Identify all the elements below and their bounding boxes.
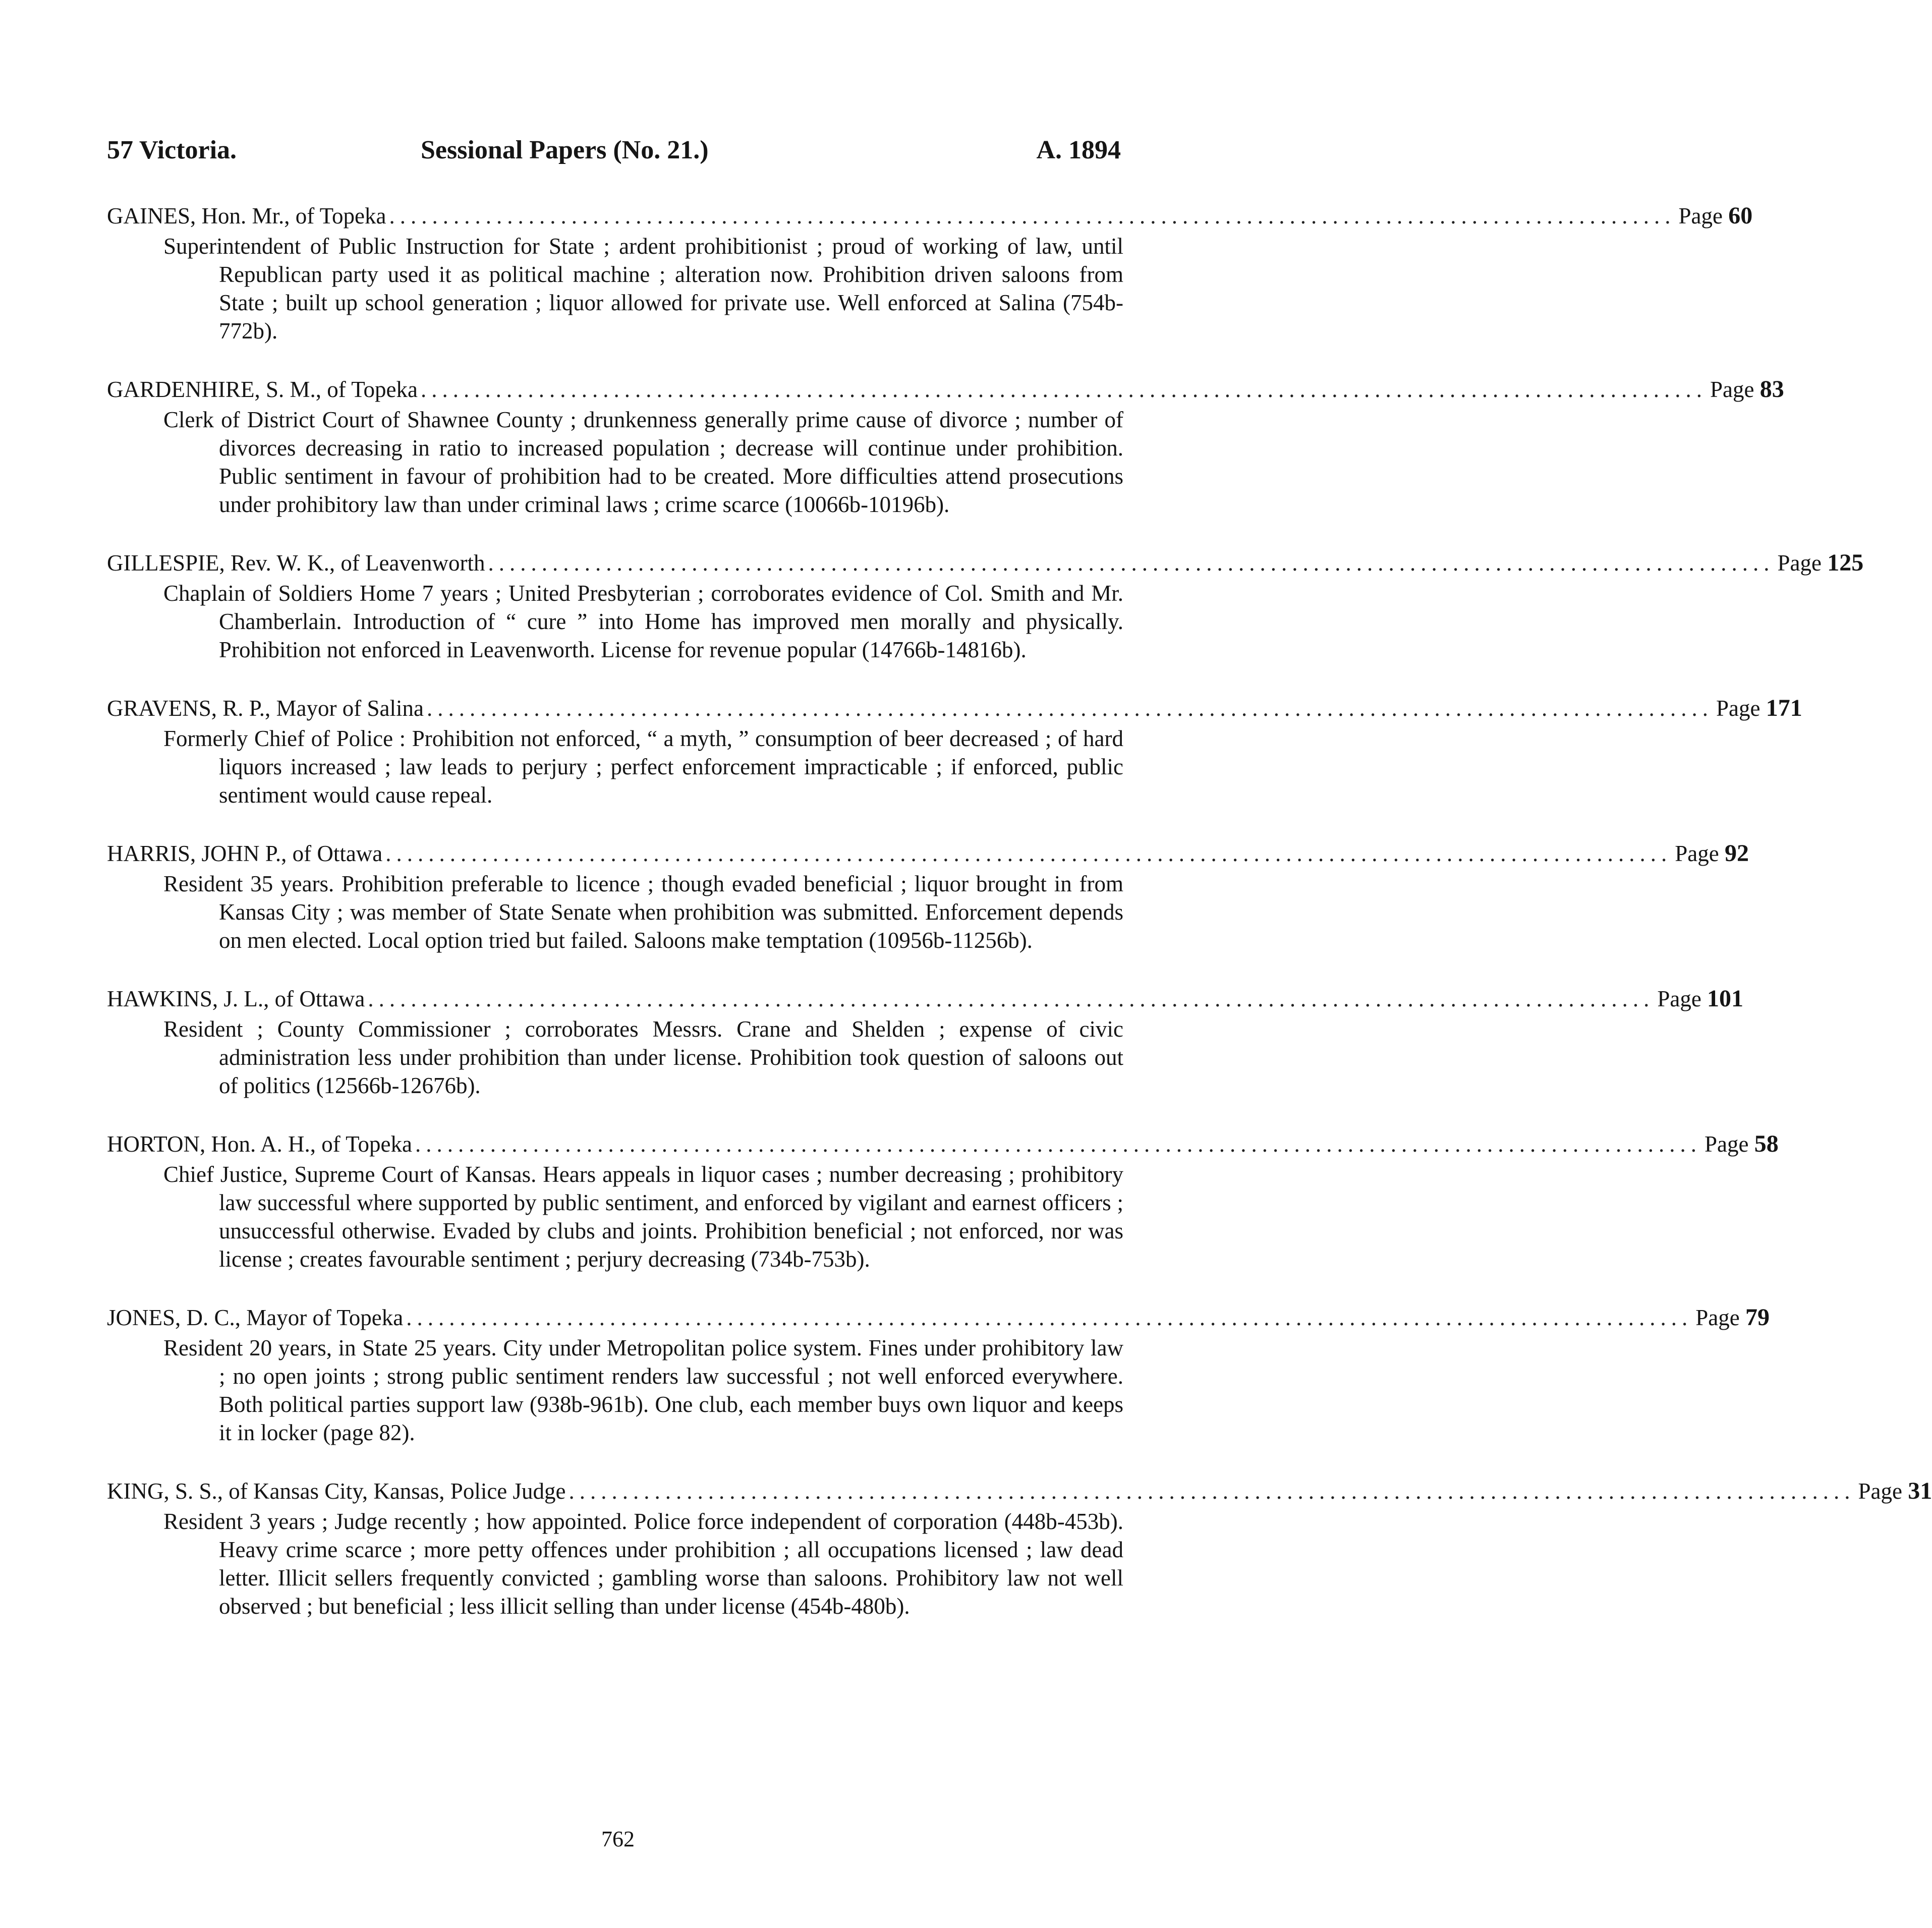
page-label: Page [1716, 696, 1760, 721]
header-regnal-year: 57 Victoria. [107, 136, 237, 164]
page-number: 60 [1728, 202, 1753, 229]
page-label: Page [1657, 986, 1701, 1011]
page-header [107, 135, 1121, 176]
dot-leader: ........................................................................................................................ [488, 550, 1775, 576]
page-reference [1777, 548, 1863, 578]
page-number: 79 [1745, 1304, 1770, 1331]
index-entry [107, 1476, 1932, 1620]
folio-number: 762 [601, 1827, 635, 1851]
entry-summary: Resident 20 years, in State 25 years. City under Metropolitan police system. Fines under prohibitory law ; no open joints ; strong public sentiment renders law successful ; not well enforced everywhere. Both political parties support law (938b-961b). One club, each member buys own liquor and keeps it in locker (page 82). [163, 1335, 1123, 1445]
witness-name: GRAVENS, R. P., Mayor of Salina [107, 696, 424, 721]
page-number: 83 [1759, 376, 1784, 403]
index-entry [107, 374, 1784, 519]
header-title: Sessional Papers (No. 21.) [421, 136, 709, 164]
entry-heading [107, 693, 1802, 723]
page-reference [1675, 838, 1749, 869]
witness-name: HARRIS, JOHN P., of Ottawa [107, 841, 383, 866]
entry-summary: Clerk of District Court of Shawnee County ; drunkenness generally prime cause of divorce ; number of divorces decreasing in ratio to increased population ; decrease will continue under prohibition. Public sentiment in favour of prohibition had to be created. More difficulties attend prosecutions under prohibitory law than under criminal laws ; crime scarce (10066b-10196b). [163, 407, 1123, 517]
entry-heading [107, 984, 1744, 1014]
page-reference [1657, 984, 1743, 1014]
entry-heading [107, 838, 1749, 869]
page-number: 58 [1754, 1130, 1779, 1157]
dot-leader: ........................................................................................................................ [368, 986, 1655, 1011]
page-reference [1695, 1302, 1770, 1333]
page-number: 125 [1827, 549, 1864, 576]
entry-summary: Chaplain of Soldiers Home 7 years ; United Presbyterian ; corroborates evidence of Col. Smith and Mr. Chamberlain. Introduction of “ cure ” into Home has improved men morally and physically. Prohibition not enforced in Leavenworth. License for revenue popular (14766b-14816b). [163, 581, 1123, 662]
page-label: Page [1777, 550, 1822, 576]
index-entry [107, 1129, 1779, 1273]
index-entry [107, 984, 1744, 1100]
witness-name: JONES, D. C., Mayor of Topeka [107, 1305, 404, 1330]
entry-summary: Chief Justice, Supreme Court of Kansas. Hears appeals in liquor cases ; number decreasing ; prohibitory law successful where supported by public sentiment, and enforced by vigilant and earnest officers ; unsuccessful otherwise. Evaded by clubs and joints. Prohibition beneficial ; not enforced, nor was license ; creates favourable sentiment ; perjury decreasing (734b-753b). [163, 1162, 1123, 1272]
witness-name: GAINES, Hon. Mr., of Topeka [107, 203, 386, 229]
dot-leader: ........................................................................................................................ [415, 1131, 1701, 1157]
entry-heading [107, 1129, 1779, 1159]
page-footer [0, 1826, 1236, 1852]
index-entry [107, 1302, 1770, 1447]
witness-name: GILLESPIE, Rev. W. K., of Leavenworth [107, 550, 485, 576]
page-number: 31 [1908, 1478, 1932, 1504]
page-reference [1704, 1129, 1779, 1159]
witness-index [107, 201, 1932, 1650]
dot-leader: ........................................................................................................................ [420, 377, 1707, 402]
dot-leader: ........................................................................................................................ [389, 203, 1676, 229]
entry-summary: Resident ; County Commissioner ; corroborates Messrs. Crane and Shelden ; expense of civic administration less under prohibition than under license. Prohibition took question of saloons out of politics (12566b-12676b). [163, 1016, 1123, 1098]
dot-leader: ........................................................................................................................ [406, 1305, 1693, 1330]
witness-name: KING, S. S., of Kansas City, Kansas, Police Judge [107, 1479, 566, 1504]
page-reference [1678, 201, 1752, 231]
index-entry [107, 548, 1864, 664]
entry-summary: Formerly Chief of Police : Prohibition not enforced, “ a myth, ” consumption of beer decreased ; of hard liquors increased ; law leads to perjury ; perfect enforcement impracticable ; if enforced, public sentiment would cause repeal. [163, 726, 1123, 808]
page-reference [1716, 693, 1802, 723]
page-label: Page [1858, 1479, 1902, 1504]
page-reference [1710, 374, 1784, 405]
header-session: A. 1894 [1036, 136, 1121, 164]
page-label: Page [1678, 203, 1723, 229]
page-label: Page [1675, 841, 1719, 866]
page-number: 171 [1766, 695, 1802, 721]
page-reference [1858, 1476, 1932, 1506]
page-label: Page [1704, 1131, 1749, 1157]
index-entry [107, 693, 1802, 809]
dot-leader: ........................................................................................................................ [569, 1479, 1855, 1504]
entry-summary: Superintendent of Public Instruction for State ; ardent prohibitionist ; proud of working of law, until Republican party used it as political machine ; alteration now. Prohibition driven saloons from State ; built up school generation ; liquor allowed for private use. Well enforced at Salina (754b-772b). [163, 234, 1123, 344]
dot-leader: ........................................................................................................................ [426, 696, 1713, 721]
witness-name: HORTON, Hon. A. H., of Topeka [107, 1131, 412, 1157]
witness-name: GARDENHIRE, S. M., of Topeka [107, 377, 418, 402]
entry-heading [107, 201, 1753, 231]
entry-heading [107, 548, 1864, 578]
entry-heading [107, 1476, 1932, 1506]
index-entry [107, 838, 1749, 954]
entry-heading [107, 374, 1784, 405]
entry-heading [107, 1302, 1770, 1333]
entry-summary: Resident 3 years ; Judge recently ; how appointed. Police force independent of corporation (448b-453b). Heavy crime scarce ; more petty offences under prohibition ; all occupations licensed ; law dead letter. Illicit sellers frequently convicted ; gambling worse than saloons. Prohibitory law not well observed ; but beneficial ; less illicit selling than under license (454b-480b). [163, 1509, 1123, 1619]
page-number: 101 [1707, 985, 1744, 1012]
page-label: Page [1710, 377, 1754, 402]
page-number: 92 [1725, 840, 1749, 867]
entry-summary: Resident 35 years. Prohibition preferable to licence ; though evaded beneficial ; liquor brought in from Kansas City ; was member of State Senate when prohibition was submitted. Enforcement depends on men elected. Local option tried but failed. Saloons make temptation (10956b-11256b). [163, 871, 1123, 953]
dot-leader: ........................................................................................................................ [385, 841, 1672, 866]
index-entry [107, 201, 1753, 345]
witness-name: HAWKINS, J. L., of Ottawa [107, 986, 365, 1011]
page-label: Page [1695, 1305, 1740, 1330]
